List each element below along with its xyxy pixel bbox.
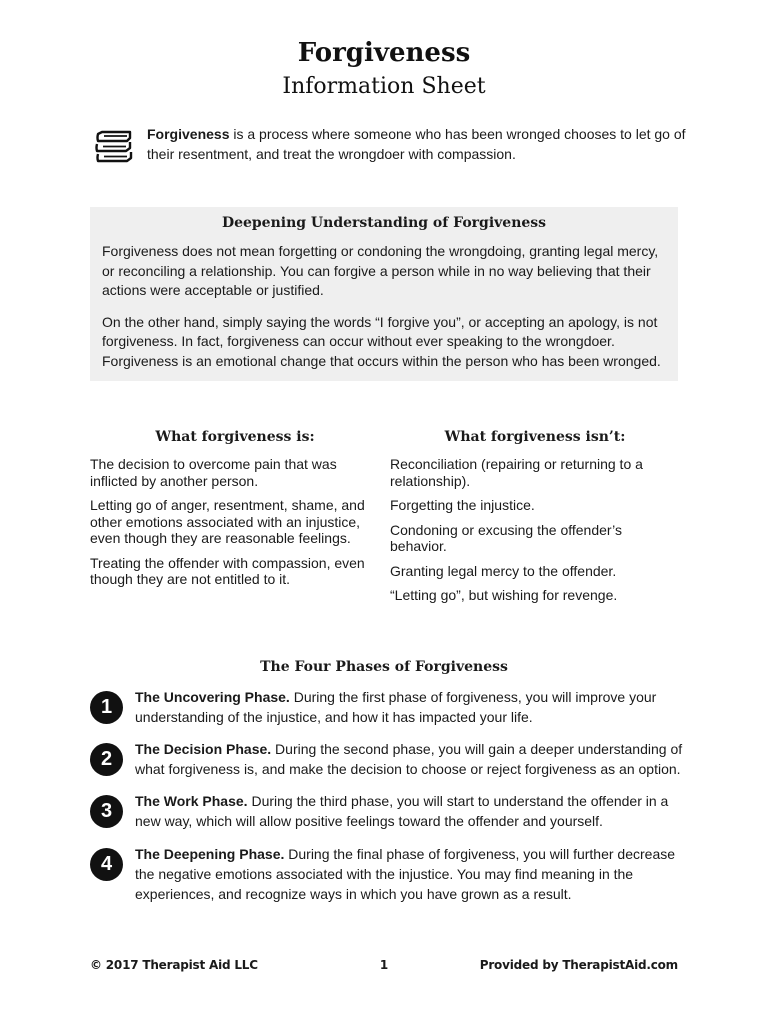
number-badge-icon: 1 (90, 691, 123, 724)
list-item: Granting legal mercy to the offender. (390, 562, 617, 579)
list-item: “Letting go”, but wishing for revenge. (390, 587, 618, 603)
number-badge-icon: 3 (90, 795, 123, 828)
number-badge-icon: 2 (90, 743, 123, 776)
deepening-paragraph: Forgiveness does not mean forgetting or condoning the wrongdoing, granting legal mercy, or reconciling a relationship. You can forgive a person while in no way believing that their actions were acceptable or justified. (102, 243, 659, 298)
list-item: Condoning or excusing the offender’s behavior. (390, 521, 622, 554)
is-column-heading: What forgiveness is: (155, 429, 315, 445)
phase-text (135, 739, 683, 779)
phase-text (135, 791, 683, 831)
phase-name: The Deepening Phase. (135, 846, 285, 862)
list-item: Forgetting the injustice. (390, 497, 535, 513)
phase-name: The Decision Phase. (135, 741, 272, 757)
phase-name: The Uncovering Phase. (135, 689, 290, 705)
phase-description: During the third phase, you will start to understand the offender in a new way, which will allow positive feelings toward the offender and yourself. (135, 793, 669, 829)
page-subtitle: Information Sheet (282, 74, 486, 99)
phase-text (135, 687, 683, 727)
list-item: Treating the offender with compassion, even though they are not entitled to it. (90, 554, 365, 587)
phase-item (90, 739, 690, 787)
isnt-column-heading: What forgiveness isn’t: (444, 429, 626, 445)
list-item: Reconciliation (repairing or returning to a relationship). (390, 456, 643, 489)
deepening-heading: Deepening Understanding of Forgiveness (221, 215, 547, 231)
number-badge-icon: 4 (90, 848, 123, 881)
intro-term: Forgiveness (147, 126, 230, 142)
phase-item (90, 687, 690, 735)
footer-provided-by: Provided by TherapistAid.com (479, 958, 678, 972)
page-number: 1 (379, 958, 389, 972)
books-icon (94, 130, 134, 164)
phases-heading: The Four Phases of Forgiveness (260, 659, 508, 675)
deepening-box (90, 207, 678, 381)
intro-definition: is a process where someone who has been wronged chooses to let go of their resentment, and treat the wrongdoer with compassion. (147, 126, 686, 162)
page-title: Forgiveness (297, 38, 471, 68)
phase-item (90, 791, 690, 839)
isnt-list (390, 456, 680, 612)
phase-description: During the second phase, you will gain a deeper understanding of what forgiveness is, and make the decision to choose or reject forgiveness as an option. (135, 741, 683, 777)
list-item: The decision to overcome pain that was inflicted by another person. (90, 456, 337, 489)
phase-name: The Work Phase. (135, 793, 248, 809)
intro-text (147, 124, 687, 164)
footer-copyright: © 2017 Therapist Aid LLC (90, 958, 258, 972)
is-list (90, 456, 380, 596)
list-item: Letting go of anger, resentment, shame, and other emotions associated with an injustice, even though they are reasonable feelings. (90, 497, 365, 546)
phase-text (135, 844, 683, 904)
phase-description: During the final phase of forgiveness, you will further decrease the negative emotions associated with the injustice. You may find meaning in the experiences, and recognize ways in which you have grown as a result. (135, 846, 676, 902)
intro-section (94, 124, 694, 174)
phase-item (90, 844, 690, 908)
phase-description: During the first phase of forgiveness, you will improve your understanding of the injustice, and how it has impacted your life. (135, 689, 657, 725)
deepening-paragraph: On the other hand, simply saying the words “I forgive you”, or accepting an apology, is not forgiveness. In fact, forgiveness can occur without ever speaking to the wrongdoer. Forgiveness is an emotional change that occurs within the person who has been wronged. (102, 313, 661, 369)
